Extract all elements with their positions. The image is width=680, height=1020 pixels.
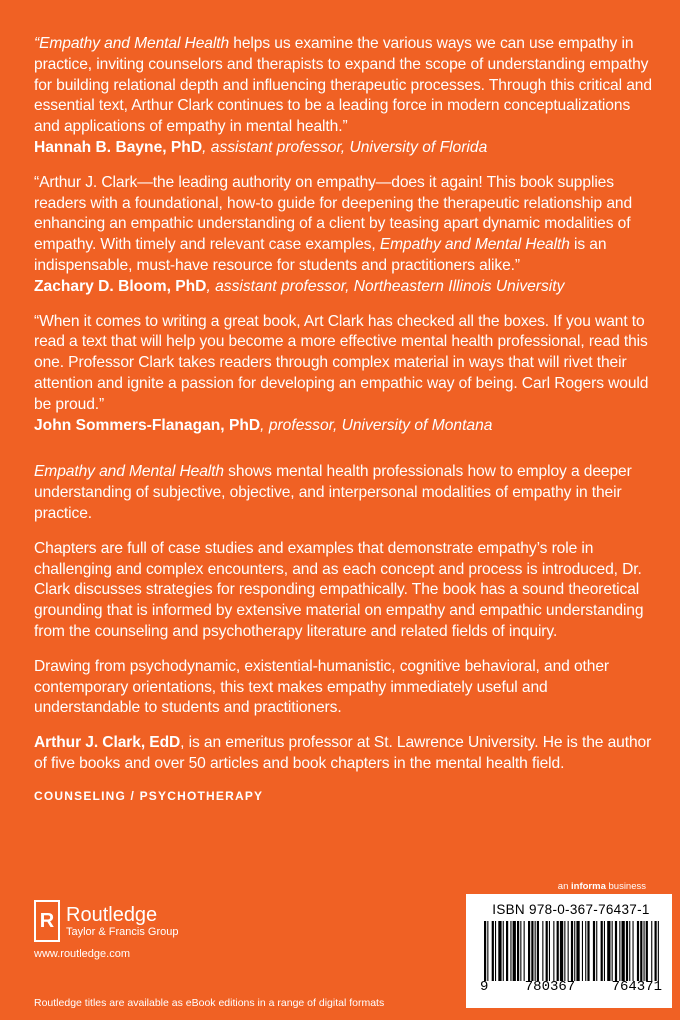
footer-note: Routledge titles are available as eBook editions in a range of digital formats bbox=[34, 997, 385, 1009]
barcode-digit-lead: 9 bbox=[480, 979, 489, 995]
subject-category: COUNSELING / PSYCHOTHERAPY bbox=[34, 788, 264, 803]
isbn-barcode bbox=[466, 894, 672, 1008]
quote-2-text-a: “Arthur J. Clark—the leading authority on empathy—does it again! This book supplies readers with a foundational, how-to guide for deepening the therapeutic relationship and enhancing an empathic understanding of a client by teasing apart dynamic modalities of empathy. With timely and relevant case examples, bbox=[34, 173, 633, 254]
quote-1-attribution bbox=[34, 138, 654, 159]
quote-1-role: , assistant professor, University of Florida bbox=[202, 138, 488, 156]
description-3: Drawing from psychodynamic, existential-humanistic, cognitive behavioral, and other contemporary orientations, this text makes empathy immediately useful and understandable to students and practitioners. bbox=[34, 657, 610, 717]
quote-1-text: helps us examine the various ways we can use empathy in practice, inviting counselors and therapists to expand the scope of understanding empathy for building relational depth and influencing therapeutic processes. Through this critical and essential text, Arthur Clark continues to be a leading force in modern conceptualizations and applications of empathy in mental health.” bbox=[34, 35, 652, 136]
quote-1 bbox=[34, 34, 654, 138]
quote-1-name: Hannah B. Bayne, PhD bbox=[34, 138, 203, 156]
publisher-name: Routledge bbox=[66, 904, 158, 926]
informa-tagline bbox=[558, 881, 646, 892]
quote-3-text: “When it comes to writing a great book, Art Clark has checked all the boxes. If you want to read a text that will help you become a more effective mental health professional, read this one. Professor Clark takes readers through complex material in ways that will rivet their attention and ignite a passion for developing an empathic way of being. Carl Rogers would be proud.” bbox=[34, 312, 649, 413]
back-cover-content bbox=[34, 34, 654, 803]
informa-bold: informa bbox=[571, 881, 606, 892]
quote-3-attribution bbox=[34, 416, 654, 437]
description-1-text: shows mental health professionals how to employ a deeper understanding of subjective, objective, and interpersonal modalities of empathy in their practice. bbox=[34, 463, 632, 522]
informa-suffix: business bbox=[605, 881, 646, 892]
publisher-group: Taylor & Francis Group bbox=[66, 926, 179, 938]
quote-2-role: , assistant professor, Northeastern Illinois University bbox=[206, 277, 565, 295]
spacer bbox=[34, 450, 654, 462]
quote-3-role: , professor, University of Montana bbox=[260, 416, 493, 434]
publisher-logo bbox=[34, 900, 178, 960]
quote-2-attribution bbox=[34, 277, 654, 298]
description-1 bbox=[34, 462, 654, 524]
routledge-logo-icon: R bbox=[34, 900, 60, 942]
quote-2-title: Empathy and Mental Health bbox=[379, 236, 570, 254]
barcode-digits-right: 764371 bbox=[611, 979, 662, 995]
informa-prefix: an bbox=[557, 881, 572, 892]
quote-3 bbox=[34, 312, 654, 416]
quote-2 bbox=[34, 173, 654, 277]
description-2: Chapters are full of case studies and examples that demonstrate empathy’s role in challenging and complex encounters, and as each concept and process is introduced, Dr. Clark discusses strategies for responding empathically. The book has a sound theoretical grounding that is informed by extensive material on empathy and empathic understanding from the counseling and psychotherapy literature and related fields of inquiry. bbox=[34, 539, 644, 640]
barcode-digits-left: 780367 bbox=[524, 979, 576, 995]
author-name: Arthur J. Clark, EdD bbox=[34, 734, 181, 752]
quote-2-name: Zachary D. Bloom, PhD bbox=[34, 277, 207, 295]
quote-3-name: John Sommers-Flanagan, PhD bbox=[34, 416, 261, 434]
author-bio bbox=[34, 733, 654, 775]
publisher-url[interactable]: www.routledge.com bbox=[34, 948, 130, 960]
description-1-title: Empathy and Mental Health bbox=[34, 463, 224, 481]
barcode-digits bbox=[480, 979, 662, 995]
barcode-bars-icon bbox=[480, 921, 662, 981]
quote-1-title: “Empathy and Mental Health bbox=[34, 35, 230, 52]
isbn-label: ISBN 978-0-367-76437-1 bbox=[492, 902, 650, 917]
author-bio-text: , is an emeritus professor at St. Lawrence University. He is the author of five books and over 50 articles and book chapters in the mental health field. bbox=[34, 734, 652, 772]
quote-2-text-b: is an indispensable, must-have resource for students and practitioners alike.” bbox=[34, 236, 607, 274]
